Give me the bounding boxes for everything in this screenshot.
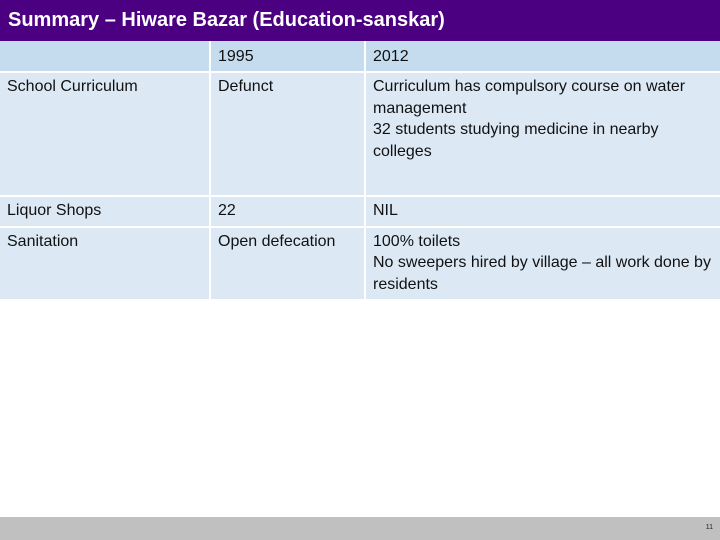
cell-line: Curriculum has compulsory course on water management <box>373 78 686 117</box>
table-header-row <box>0 41 720 72</box>
table-row <box>0 196 720 227</box>
header-cell-1995: 1995 <box>210 41 365 72</box>
cell-line: 100% toilets <box>373 232 461 250</box>
header-cell-empty <box>0 41 210 72</box>
footer-bar <box>0 517 720 540</box>
row-label-sanitation: Sanitation <box>0 227 210 301</box>
cell-line: 32 students studying medicine in nearby colleges <box>373 121 659 160</box>
row-label-liquor-shops: Liquor Shops <box>0 196 210 227</box>
header-cell-2012: 2012 <box>365 41 720 72</box>
cell-1995-liquor-shops: 22 <box>210 196 365 227</box>
cell-1995-school-curriculum: Defunct <box>210 72 365 196</box>
slide-title: Summary – Hiware Bazar (Education-sanskar) <box>0 0 720 41</box>
table-row <box>0 227 720 301</box>
cell-2012-liquor-shops <box>365 196 720 227</box>
cell-2012-sanitation <box>365 227 720 301</box>
cell-line: NIL <box>373 202 398 219</box>
cell-2012-school-curriculum <box>365 72 720 196</box>
summary-table <box>0 41 720 301</box>
table-row <box>0 72 720 196</box>
page-number: 11 <box>705 524 713 531</box>
cell-line: No sweepers hired by village – all work done by residents <box>373 254 711 293</box>
cell-1995-sanitation: Open defecation <box>210 227 365 301</box>
row-label-school-curriculum: School Curriculum <box>0 72 210 196</box>
